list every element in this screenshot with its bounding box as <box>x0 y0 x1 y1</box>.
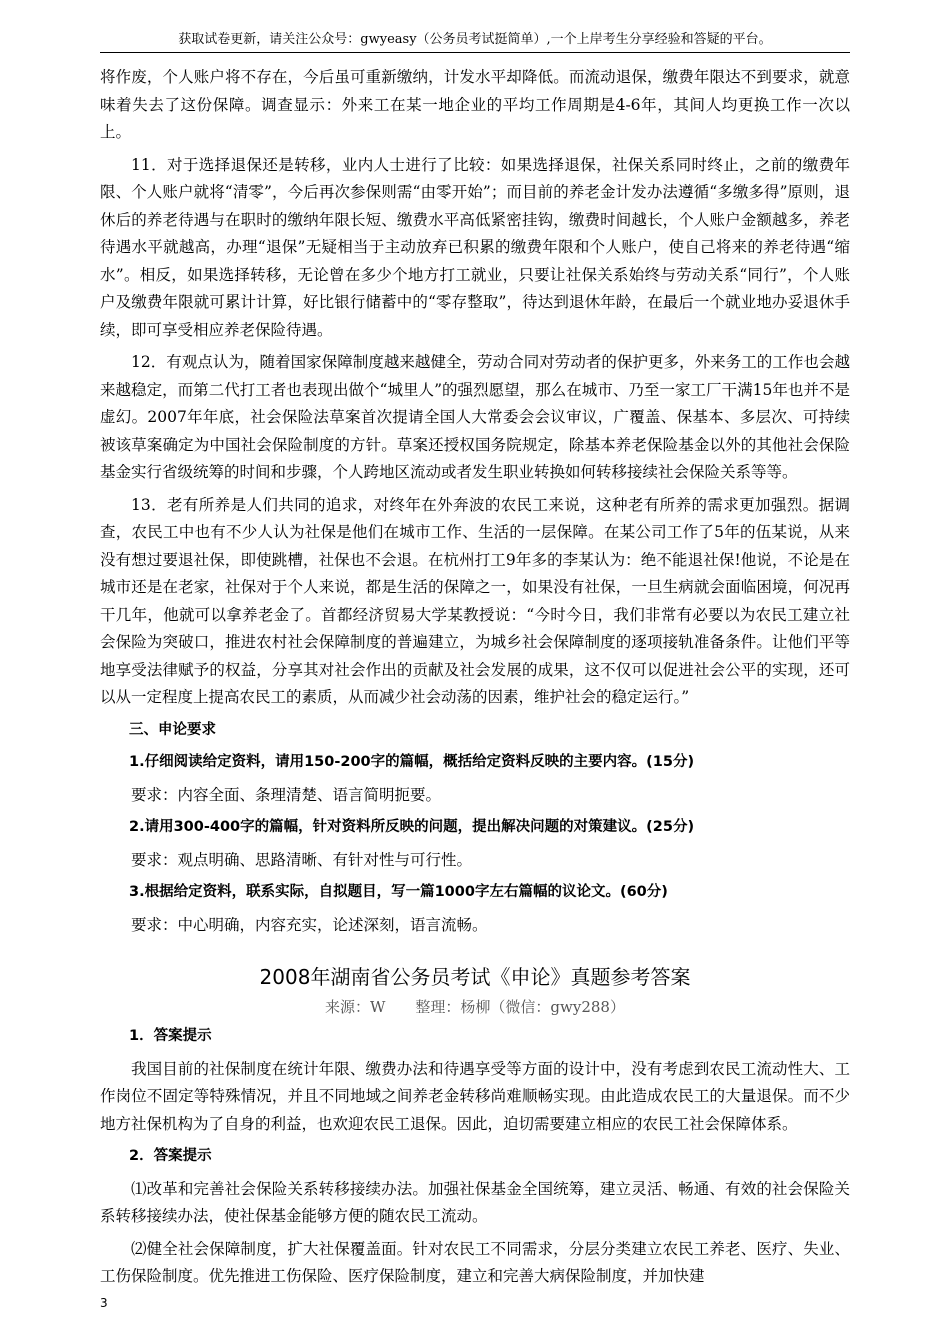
question-2: 2.请用300-400字的篇幅，针对资料所反映的问题，提出解决问题的对策建议。(25分) <box>129 819 695 835</box>
answer-paragraph-2-1: ⑴改革和完善社会保险关系转移接续办法。加强社保基金全国统筹，建立灵活、畅通、有效的社会保险关系转移接续办法，使社保基金能够方便的随农民工流动。 <box>100 1179 850 1225</box>
question-3-requirement: 要求：中心明确，内容充实，论述深刻，语言流畅。 <box>131 915 488 934</box>
material-paragraph-continued: 将作废，个人账户将不存在，今后虽可重新缴纳，计发水平却降低。而流动退保，缴费年限达不到要求，就意味着失去了这份保障。调查显示：外来工在某一地企业的平均工作周期是4-6年，其间人均更换工作一次以上。 <box>100 68 850 141</box>
question-1: 1.仔细阅读给定资料，请用150-200字的篇幅，概括给定资料反映的主要内容。(15分) <box>129 754 695 770</box>
requirements-heading: 三、申论要求 <box>129 721 216 738</box>
answer-source: 来源：W 整理：杨柳（微信：gwy288） <box>325 998 625 1016</box>
answer-heading-1: 1．答案提示 <box>129 1028 212 1044</box>
material-paragraph-11: 11．对于选择退保还是转移，业内人士进行了比较：如果选择退保，社保关系同时终止，之前的缴费年限、个人账户就将“清零”，今后再次参保则需“由零开始”；而目前的养老金计发办法遵循“多缴多得”原则，退休后的养老待遇与在职时的缴纳年限长短、缴费水平高低紧密挂钩，缴费时间越长，个人账户金额越多，养老待遇水平就越高，办理“退保”无疑相当于主动放弃已积累的缴费年限和个人账户，使自己将来的养老待遇“缩水”。相反，如果选择转移，无论曾在多少个地方打工就业，只要让社保关系始终与劳动关系“同行”，个人账户及缴费年限就可累计计算，好比银行储蓄中的“零存整取”，待达到退休年龄，在最后一个就业地办妥退休手续，即可享受相应养老保险待遇。 <box>100 155 850 339</box>
material-paragraph-13: 13．老有所养是人们共同的追求，对终年在外奔波的农民工来说，这种老有所养的需求更加强烈。据调查，农民工中也有不少人认为社保是他们在城市工作、生活的一层保障。在某公司工作了5年的伍某说，从来没有想过要退社保，即使跳槽，社保也不会退。在杭州打工9年多的李某认为：绝不能退社保!他说，不论是在城市还是在老家，社保对于个人来说，都是生活的保障之一，如果没有社保，一旦生病就会面临困境，何况再干几年，他就可以拿养老金了。首都经济贸易大学某教授说：“今时今日，我们非常有必要以为农民工建立社会保险为突破口，推进农村社会保障制度的普遍建立，为城乡社会保障制度的逐项接轨准备条件。让他们平等地享受法律赋予的权益，分享其对社会作出的贡献及社会发展的成果，这不仅可以促进社会公平的实现，还可以从一定程度上提高农民工的素质，从而减少社会动荡的因素，维护社会的稳定运行。” <box>100 495 850 706</box>
question-2-requirement: 要求：观点明确、思路清晰、有针对性与可行性。 <box>131 850 473 869</box>
question-3: 3.根据给定资料，联系实际，自拟题目，写一篇1000字左右篇幅的议论文。(60分) <box>129 884 668 900</box>
question-1-requirement: 要求：内容全面、条理清楚、语言简明扼要。 <box>131 785 442 804</box>
answer-paragraph-2-2: ⑵健全社会保障制度，扩大社保覆盖面。针对农民工不同需求，分层分类建立农民工养老、医疗、失业、工伤保险制度。优先推进工伤保险、医疗保险制度，建立和完善大病保险制度，并加快建 <box>100 1239 850 1285</box>
page-content <box>100 64 850 1296</box>
answer-title: 2008年湖南省公务员考试《申论》真题参考答案 <box>259 965 691 989</box>
answer-paragraph-1: 我国目前的社保制度在统计年限、缴费办法和待遇享受等方面的设计中，没有考虑到农民工流动性大、工作岗位不固定等特殊情况，并且不同地域之间养老金转移尚难顺畅实现。由此造成农民工的大量退保。而不少地方社保机构为了自身的利益，也欢迎农民工退保。因此，迫切需要建立相应的农民工社会保障体系。 <box>100 1059 850 1133</box>
page-number: 3 <box>100 1296 108 1310</box>
answer-heading-2: 2．答案提示 <box>129 1148 212 1164</box>
material-paragraph-12: 12．有观点认为，随着国家保障制度越来越健全，劳动合同对劳动者的保护更多，外来务工的工作也会越来越稳定，而第二代打工者也表现出做个“城里人”的强烈愿望，那么在城市、乃至一家工厂干满15年也并不是虚幻。2007年年底，社会保险法草案首次提请全国人大常委会会议审议，广覆盖、保基本、多层次、可持续被该草案确定为中国社会保险制度的方针。草案还授权国务院规定，除基本养老保险基金以外的其他社会保险基金实行省级统筹的时间和步骤，个人跨地区流动或者发生职业转换如何转移接续社会保险关系等等。 <box>100 353 850 481</box>
page-header: 获取试卷更新，请关注公众号：gwyeasy（公务员考试挺简单）,一个上岸考生分享经验和答疑的平台。 <box>100 30 850 53</box>
